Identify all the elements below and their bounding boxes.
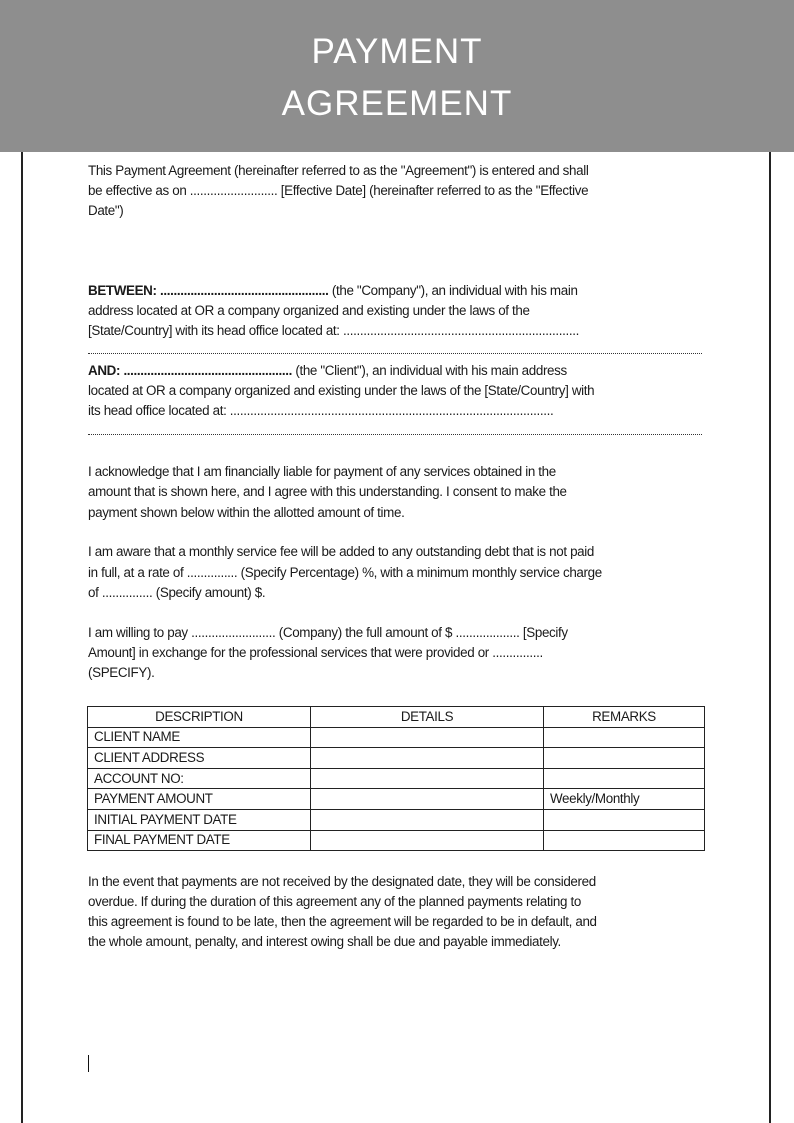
between-text: (the "Company"), an individual with his main xyxy=(328,283,578,298)
header-details: DETAILS xyxy=(311,707,544,728)
and-label: AND: .................................................. xyxy=(88,363,292,378)
text-cursor xyxy=(88,1055,89,1072)
cell xyxy=(311,727,544,748)
between-label: BETWEEN: .................................................. xyxy=(88,283,329,298)
cell xyxy=(544,768,705,789)
table-row xyxy=(88,789,705,810)
cell xyxy=(544,830,705,851)
para2-line: of ............... (Specify amount) $. xyxy=(88,585,266,600)
cell: CLIENT NAME xyxy=(88,727,311,748)
table-row xyxy=(88,727,705,748)
between-line: address located at OR a company organized and existing under the laws of the xyxy=(88,303,530,318)
table-row xyxy=(88,809,705,830)
and-line: its head office located at: ................................................................................................ xyxy=(88,403,554,418)
para3-line: (SPECIFY). xyxy=(88,665,155,680)
para1-line: I acknowledge that I am financially liable for payment of any services obtained in the xyxy=(88,464,556,479)
cell xyxy=(544,809,705,830)
cell: CLIENT ADDRESS xyxy=(88,748,311,769)
between-line: [State/Country] with its head office located at: ...................................................................... xyxy=(88,323,579,338)
page-border-left xyxy=(21,152,23,1123)
para3-line: I am willing to pay ......................... (Company) the full amount of $ ................... [Specify xyxy=(88,625,568,640)
table-row xyxy=(88,748,705,769)
para2-line: in full, at a rate of ............... (Specify Percentage) %, with a minimum monthly service charge xyxy=(88,565,602,580)
and-line xyxy=(88,362,567,380)
cell: INITIAL PAYMENT DATE xyxy=(88,809,311,830)
para4-line: In the event that payments are not received by the designated date, they will be considered xyxy=(88,874,596,889)
cell: FINAL PAYMENT DATE xyxy=(88,830,311,851)
para4-line: the whole amount, penalty, and interest owing shall be due and payable immediately. xyxy=(88,934,561,949)
intro-line: be effective as on .......................... [Effective Date] (hereinafter referred to as the "Effective xyxy=(88,183,589,198)
payment-table xyxy=(87,706,705,851)
para3-line: Amount] in exchange for the professional services that were provided or ............... xyxy=(88,645,543,660)
cell xyxy=(311,768,544,789)
intro-line: This Payment Agreement (hereinafter referred to as the "Agreement") is entered and shall xyxy=(88,163,589,178)
table-row xyxy=(88,768,705,789)
cell xyxy=(311,789,544,810)
between-line xyxy=(88,282,578,300)
title-line-2: AGREEMENT xyxy=(281,84,513,123)
para4-line: overdue. If during the duration of this agreement any of the planned payments relating to xyxy=(88,894,581,909)
title-line-1: PAYMENT xyxy=(311,32,483,71)
and-line: located at OR a company organized and existing under the laws of the [State/Country] with xyxy=(88,383,595,398)
cell xyxy=(311,830,544,851)
para4-line: this agreement is found to be late, then the agreement will be regarded to be in default, and xyxy=(88,914,597,929)
cell xyxy=(311,748,544,769)
table-row xyxy=(88,830,705,851)
title-banner xyxy=(0,0,794,152)
table-header-row xyxy=(88,707,705,728)
cell xyxy=(544,727,705,748)
and-text: (the "Client"), an individual with his main address xyxy=(291,363,567,378)
intro-line: Date") xyxy=(88,203,124,218)
dotted-fill-line xyxy=(88,353,702,354)
para1-line: amount that is shown here, and I agree with this understanding. I consent to make the xyxy=(88,484,567,499)
para2-line: I am aware that a monthly service fee will be added to any outstanding debt that is not paid xyxy=(88,544,594,559)
cell: PAYMENT AMOUNT xyxy=(88,789,311,810)
cell: ACCOUNT NO: xyxy=(88,768,311,789)
page-border-right xyxy=(769,152,771,1123)
cell xyxy=(311,809,544,830)
dotted-fill-line xyxy=(88,434,702,435)
para1-line: payment shown below within the allotted amount of time. xyxy=(88,505,405,520)
cell xyxy=(544,748,705,769)
header-description: DESCRIPTION xyxy=(88,707,311,728)
header-remarks: REMARKS xyxy=(544,707,705,728)
cell: Weekly/Monthly xyxy=(544,789,705,810)
